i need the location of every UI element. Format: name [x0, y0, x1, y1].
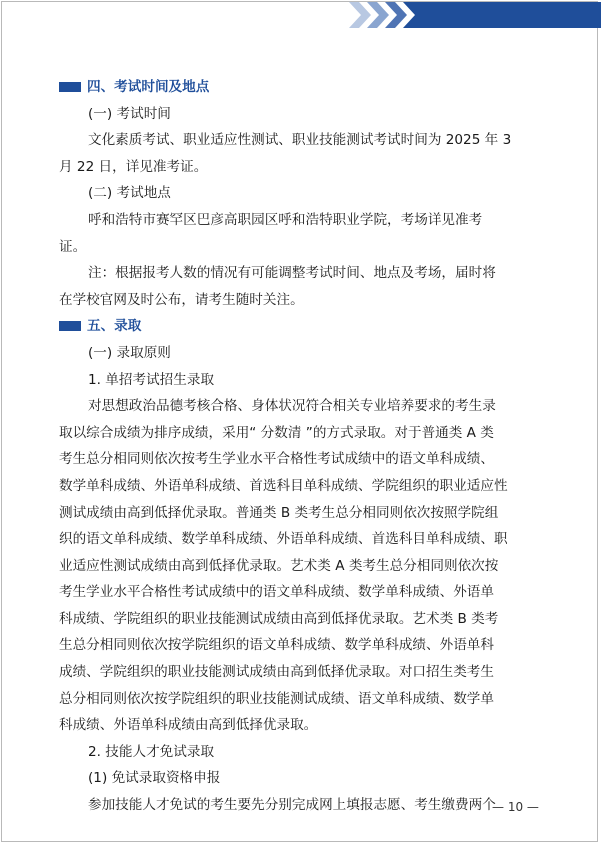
section-heading-5: [59, 313, 549, 340]
paragraph-line: 织的语文单科成绩、数学单科成绩、外语单科成绩、首选科目单科成绩、职: [59, 531, 508, 548]
chevron-icon-1: [349, 2, 371, 28]
paragraph-line: 对思想政治品德考核合格、身体状况符合相关专业培养要求的考生录: [88, 398, 496, 415]
paragraph-line: 考生总分相同则依次按考生学业水平合格性考试成绩中的语文单科成绩、: [59, 451, 494, 468]
paragraph-line: 考生学业水平合格性考试成绩中的语文单科成绩、数学单科成绩、外语单: [59, 584, 494, 601]
heading-bar-icon: [59, 321, 81, 331]
paragraph-line: 数学单科成绩、外语单科成绩、首选科目单科成绩、学院组织的职业适应性: [59, 477, 508, 494]
subheading-exam-location: (二) 考试地点: [88, 185, 171, 202]
paragraph-line: 科成绩、外语单科成绩由高到低择优录取。: [59, 717, 318, 734]
paragraph-line: 月 22 日，详见准考证。: [59, 158, 208, 175]
subheading-exam-time: (一) 考试时间: [88, 105, 171, 122]
paragraph-line: 科成绩、学院组织的职业技能测试成绩由高到低择优录取。艺术类 B 类考: [59, 610, 499, 627]
section-heading-text: 五、录取: [87, 318, 142, 335]
paragraph-line: 证。: [59, 238, 87, 255]
paragraph-line: 呼和浩特市赛罕区巴彦高职园区呼和浩特职业学院，考场详见准考: [88, 211, 483, 228]
note-line: 注：根据报考人数的情况有可能调整考试时间、地点及考场，届时将: [88, 265, 496, 282]
page-number: — 10 —: [492, 800, 539, 814]
paragraph-line: 生总分相同则依次按学院组织的语文单科成绩、数学单科成绩、外语单科: [59, 637, 494, 654]
note-line: 在学校官网及时公布，请考生随时关注。: [59, 291, 304, 308]
paragraph-line: 测试成绩由高到低择优录取。普通类 B 类考生总分相同则依次按照学院组: [59, 504, 499, 521]
subheading-admission-principle: (一) 录取原则: [88, 344, 171, 361]
item-heading: 2. 技能人才免试录取: [88, 743, 215, 760]
sub-item-heading: (1) 免试录取资格申报: [88, 770, 221, 787]
item-heading: 1. 单招考试招生录取: [88, 371, 215, 388]
paragraph-line: 取以综合成绩为排序成绩，采用“ 分数清 ”的方式录取。对于普通类 A 类: [59, 424, 494, 441]
section-heading-4: [59, 74, 549, 101]
header-decoration: [345, 0, 601, 30]
paragraph-line: 业适应性测试成绩由高到低择优录取。艺术类 A 类考生总分相同则依次按: [59, 557, 499, 574]
paragraph-line: 成绩、学院组织的职业技能测试成绩由高到低择优录取。对口招生类考生: [59, 664, 494, 681]
document-body: [59, 74, 549, 819]
heading-bar-icon: [59, 82, 81, 92]
paragraph-line: 总分相同则依次按学院组织的职业技能测试成绩、语文单科成绩、数学单: [59, 690, 494, 707]
section-heading-text: 四、考试时间及地点: [87, 79, 210, 95]
paragraph-line: 参加技能人才免试的考生要先分别完成网上填报志愿、考生缴费两个: [88, 797, 496, 814]
paragraph-line: 文化素质考试、职业适应性测试、职业技能测试考试时间为 2025 年 3: [88, 132, 512, 149]
header-bar: [403, 2, 601, 28]
